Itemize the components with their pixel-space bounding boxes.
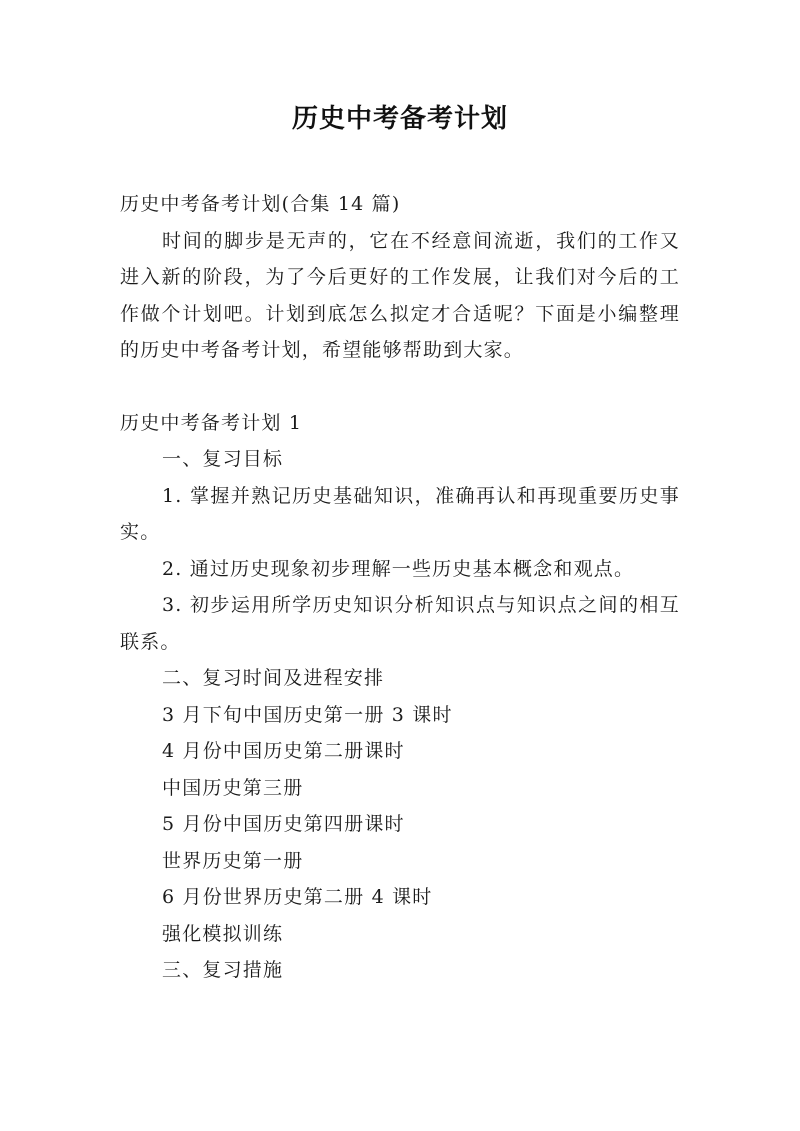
schedule-item-5: 世界历史第一册 <box>162 849 304 872</box>
schedule-item-4: 5 月份中国历史第四册课时 <box>162 813 405 835</box>
goal-item-2: 2. 通过历史现象初步理解一些历史基本概念和观点。 <box>162 557 635 580</box>
schedule-item-3: 中国历史第三册 <box>162 776 304 799</box>
measures-heading: 三、复习措施 <box>162 959 284 981</box>
intro-paragraph: 时间的脚步是无声的，它在不经意间流逝，我们的工作又进入新的阶段，为了今后更好的工作发展，让我们对今后的工作做个计划吧。计划到底怎么拟定才合适呢？下面是小编整理的历史中考备考计划，希望能够帮助到大家。 <box>120 229 680 361</box>
goal-heading: 一、复习目标 <box>162 448 284 470</box>
document-subtitle: 历史中考备考计划(合集 14 篇) <box>120 193 401 215</box>
goal-item-1: 1. 掌握并熟记历史基础知识，准确再认和再现重要历史事实。 <box>120 484 680 543</box>
schedule-heading: 二、复习时间及进程安排 <box>162 667 385 689</box>
document-title: 历史中考备考计划 <box>291 104 508 134</box>
section-heading: 历史中考备考计划 1 <box>120 411 303 434</box>
schedule-item-2: 4 月份中国历史第二册课时 <box>162 740 405 762</box>
schedule-item-1: 3 月下旬中国历史第一册 3 课时 <box>162 703 453 726</box>
goal-item-3: 3. 初步运用所学历史知识分析知识点与知识点之间的相互联系。 <box>120 594 680 653</box>
schedule-item-6: 6 月份世界历史第二册 4 课时 <box>162 886 433 908</box>
schedule-item-7: 强化模拟训练 <box>162 922 284 945</box>
document-body <box>120 186 680 989</box>
